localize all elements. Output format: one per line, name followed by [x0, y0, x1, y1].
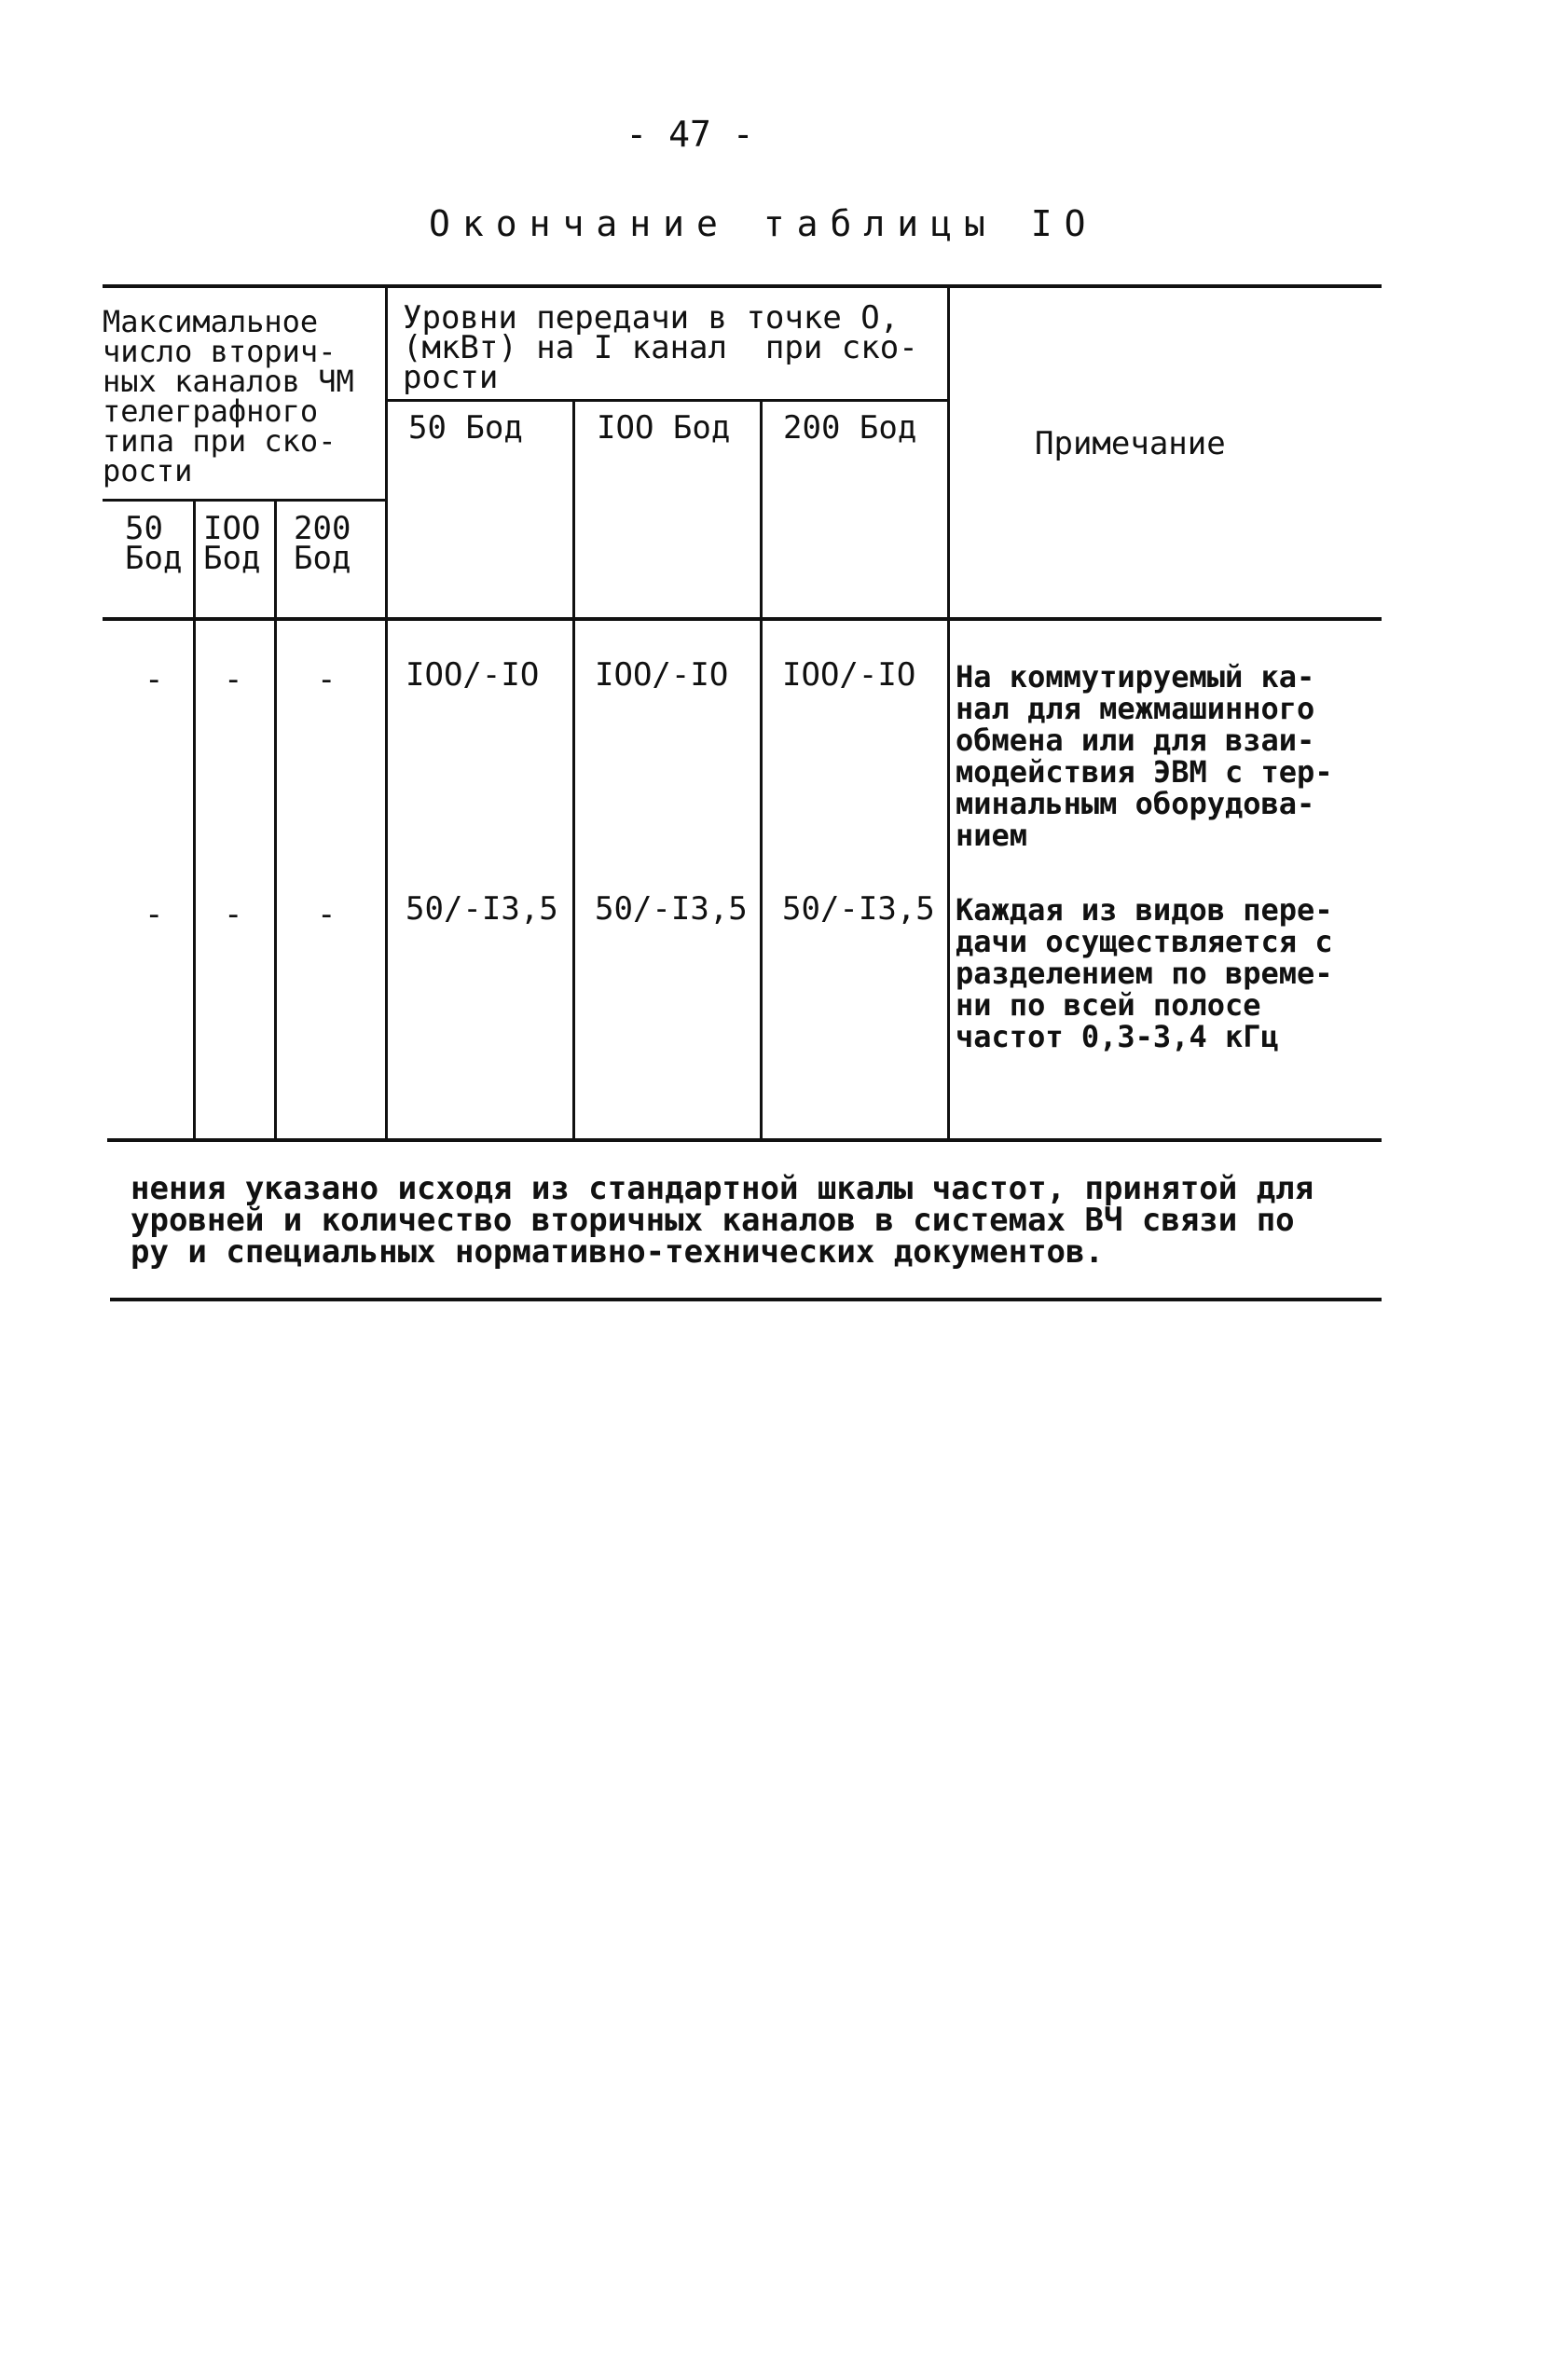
header-speed-100-left: IOO Бод	[203, 510, 261, 577]
rule-v-4	[572, 399, 575, 1142]
row1-l50: IOO/-IO	[406, 656, 540, 694]
header-speed-200: 200 Бод	[783, 409, 917, 447]
rule-bottom	[107, 1138, 1382, 1142]
row1-l100: IOO/-IO	[595, 656, 729, 694]
row2-c200: -	[317, 896, 337, 933]
row2-c100: -	[224, 896, 243, 933]
row1-l200: IOO/-IO	[782, 656, 916, 694]
row2-l200: 50/-I3,5	[782, 890, 935, 928]
row2-c50: -	[144, 896, 164, 933]
rule-v-5	[760, 399, 763, 1142]
header-note: Примечание	[1035, 425, 1226, 462]
rule-subhead-left	[103, 499, 387, 502]
row2-l100: 50/-I3,5	[595, 890, 748, 928]
table-title: Окончание таблицы IO	[429, 203, 1098, 244]
rule-header-bottom	[103, 617, 1382, 621]
header-levels: Уровни передачи в точке О, (мкВт) на I канал при ско- рости	[403, 299, 918, 396]
rule-top	[103, 284, 1382, 288]
rule-v-3	[385, 284, 388, 1142]
row1-c50: -	[144, 661, 164, 698]
header-speed-50-left: 50 Бод	[125, 510, 183, 577]
rule-subhead-levels	[387, 399, 950, 402]
row2-note: Каждая из видов пере- дачи осуществляется с разделением по време- ни по всей полосе частот 0,3-3,4 кГц	[956, 892, 1333, 1054]
row1-c100: -	[224, 661, 243, 698]
row1-c200: -	[317, 661, 337, 698]
footnote-rule	[110, 1298, 1382, 1301]
header-max-channels: Максимальное число вторич- ных каналов ЧМ телеграфного типа при ско- рости	[103, 304, 354, 488]
footnote-text: нения указано исходя из стандартной шкалы частот, принятой для уровней и количество вторичных каналов в системах ВЧ связи по ру и специальных нормативно-технических документов.	[131, 1170, 1314, 1271]
header-speed-50: 50 Бод	[408, 409, 523, 447]
rule-v-1	[193, 499, 196, 1142]
row2-l50: 50/-I3,5	[406, 890, 558, 928]
data-table	[103, 284, 1382, 1142]
rule-v-2	[274, 499, 277, 1142]
page-number: - 47 -	[626, 114, 754, 155]
rule-v-6	[947, 284, 950, 1142]
header-speed-200-left: 200 Бод	[294, 510, 351, 577]
header-speed-100: IOO Бод	[597, 409, 731, 447]
row1-note: На коммутируемый ка- нал для межмашинного обмена или для взаи- модействия ЭВМ с тер- минальным оборудова- нием	[956, 659, 1333, 853]
